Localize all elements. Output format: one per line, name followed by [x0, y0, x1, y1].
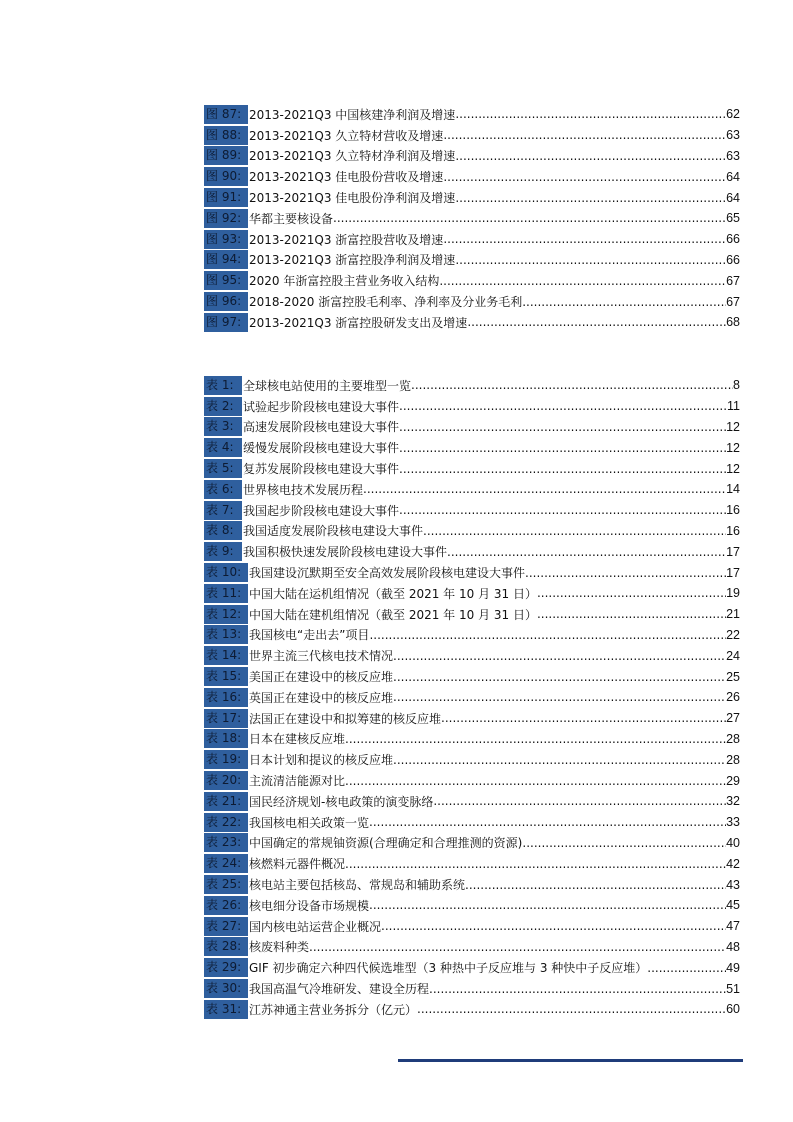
- entry-label: 表 29:: [204, 958, 248, 977]
- entry-title: 法国正在建设中和拟筹建的核反应堆: [249, 711, 442, 726]
- toc-entry[interactable]: [204, 583, 740, 604]
- toc-entry[interactable]: [204, 645, 740, 666]
- entry-title: 核废料种类: [249, 940, 310, 955]
- footer-divider: [398, 1059, 743, 1062]
- dot-leader: [393, 753, 726, 767]
- toc-entry[interactable]: [204, 708, 740, 729]
- entry-label: 表 10:: [204, 563, 248, 582]
- entry-title: 我国建设沉默期至安全高效发展阶段核电建设大事件: [249, 566, 526, 581]
- entry-label: 表 30:: [204, 979, 248, 998]
- dot-leader: [369, 815, 726, 829]
- toc-entry[interactable]: [204, 417, 740, 438]
- entry-title: 2020 年浙富控股主营业务收入结构: [249, 274, 440, 289]
- entry-label: 表 7:: [204, 501, 242, 520]
- toc-entry[interactable]: [204, 104, 740, 125]
- dot-leader: [537, 586, 726, 600]
- entry-page-number: 24: [726, 648, 740, 663]
- dot-leader: [399, 420, 726, 434]
- entry-page-number: 17: [726, 544, 740, 559]
- entry-page-number: 32: [726, 794, 740, 809]
- dot-leader: [333, 211, 726, 225]
- toc-entry[interactable]: [204, 957, 740, 978]
- entry-page-number: 45: [726, 898, 740, 913]
- dot-leader: [309, 940, 726, 954]
- entry-page-number: 64: [726, 190, 740, 205]
- entry-label: 表 8:: [204, 521, 242, 540]
- entry-title: 核电细分设备市场规模: [249, 898, 370, 913]
- entry-page-number: 12: [726, 440, 740, 455]
- toc-entry[interactable]: [204, 874, 740, 895]
- dot-leader: [393, 649, 726, 663]
- dot-leader: [455, 253, 726, 267]
- dot-leader: [393, 690, 726, 704]
- toc-entry[interactable]: [204, 729, 740, 750]
- dot-leader: [465, 878, 726, 892]
- entry-title: 2013-2021Q3 浙富控股营收及增速: [249, 232, 444, 247]
- entry-page-number: 28: [726, 731, 740, 746]
- entry-title: 2013-2021Q3 浙富控股净利润及增速: [249, 253, 456, 268]
- entry-title: 2013-2021Q3 久立特材营收及增速: [249, 128, 444, 143]
- entry-title: 中国大陆在运机组情况（截至 2021 年 10 月 31 日）: [249, 586, 537, 601]
- entry-title: 日本在建核反应堆: [249, 732, 346, 747]
- entry-page-number: 63: [726, 128, 740, 143]
- dot-leader: [455, 191, 726, 205]
- dot-leader: [522, 295, 726, 309]
- dot-leader: [423, 524, 726, 538]
- entry-title: 试验起步阶段核电建设大事件: [243, 399, 400, 414]
- entry-label: 表 25:: [204, 875, 248, 894]
- toc-entry[interactable]: [204, 916, 740, 937]
- entry-title: 我国适度发展阶段核电建设大事件: [243, 524, 424, 539]
- entry-page-number: 21: [726, 607, 740, 622]
- entry-label: 表 27:: [204, 917, 248, 936]
- toc-entry[interactable]: [204, 500, 740, 521]
- dot-leader: [443, 128, 726, 142]
- entry-label: 表 18:: [204, 729, 248, 748]
- entry-label: 表 17:: [204, 709, 248, 728]
- toc-entry[interactable]: [204, 250, 740, 271]
- entry-title: 世界核电技术发展历程: [243, 482, 364, 497]
- dot-leader: [399, 441, 726, 455]
- entry-label: 表 23:: [204, 833, 248, 852]
- toc-entry[interactable]: [204, 375, 740, 396]
- toc-entry[interactable]: [204, 187, 740, 208]
- entry-label: 表 9:: [204, 542, 242, 561]
- dot-leader: [345, 857, 726, 871]
- toc-entry[interactable]: [204, 895, 740, 916]
- entry-label: 表 2:: [204, 397, 242, 416]
- figure-index-list: [204, 104, 740, 333]
- dot-leader: [429, 982, 726, 996]
- entry-title: 核燃料元器件概况: [249, 857, 346, 872]
- entry-label: 图 92:: [204, 209, 248, 228]
- entry-label: 表 22:: [204, 813, 248, 832]
- toc-entry[interactable]: [204, 687, 740, 708]
- entry-page-number: 42: [726, 856, 740, 871]
- entry-label: 表 14:: [204, 646, 248, 665]
- dot-leader: [525, 566, 726, 580]
- dot-leader: [411, 378, 733, 392]
- toc-entry[interactable]: [204, 625, 740, 646]
- entry-label: 图 95:: [204, 271, 248, 290]
- entry-page-number: 47: [726, 919, 740, 934]
- entry-label: 表 11:: [204, 584, 248, 603]
- entry-label: 表 13:: [204, 625, 248, 644]
- entry-label: 表 26:: [204, 896, 248, 915]
- entry-label: 图 90:: [204, 167, 248, 186]
- dot-leader: [455, 107, 726, 121]
- toc-entry[interactable]: [204, 166, 740, 187]
- entry-title: 我国积极快速发展阶段核电建设大事件: [243, 545, 448, 560]
- toc-entry[interactable]: [204, 937, 740, 958]
- entry-label: 表 1:: [204, 376, 242, 395]
- entry-page-number: 48: [726, 939, 740, 954]
- entry-label: 图 96:: [204, 292, 248, 311]
- toc-entry[interactable]: [204, 291, 740, 312]
- dot-leader: [417, 1002, 726, 1016]
- toc-entry[interactable]: [204, 479, 740, 500]
- entry-title: 核电站主要包括核岛、常规岛和辅助系统: [249, 878, 466, 893]
- dot-leader: [433, 794, 726, 808]
- entry-page-number: 49: [726, 960, 740, 975]
- toc-entry[interactable]: [204, 791, 740, 812]
- entry-label: 表 21:: [204, 792, 248, 811]
- entry-label: 表 15:: [204, 667, 248, 686]
- entry-page-number: 33: [726, 815, 740, 830]
- dot-leader: [363, 482, 726, 496]
- entry-page-number: 68: [726, 315, 740, 330]
- entry-page-number: 51: [726, 981, 740, 996]
- toc-entry[interactable]: [204, 312, 740, 333]
- dot-leader: [439, 274, 726, 288]
- toc-entry[interactable]: [204, 229, 740, 250]
- entry-title: 中国确定的常规铀资源(合理确定和合理推测的资源): [249, 836, 523, 851]
- toc-entry[interactable]: [204, 270, 740, 291]
- entry-page-number: 67: [726, 294, 740, 309]
- entry-label: 表 5:: [204, 459, 242, 478]
- toc-entry[interactable]: [204, 521, 740, 542]
- entry-title: 我国高温气冷堆研发、建设全历程: [249, 982, 430, 996]
- entry-label: 表 19:: [204, 750, 248, 769]
- entry-title: GIF 初步确定六种四代候选堆型（3 种热中子反应堆与 3 种快中子反应堆）: [249, 961, 648, 976]
- entry-page-number: 63: [726, 148, 740, 163]
- entry-page-number: 65: [726, 211, 740, 226]
- entry-title: 国民经济规划-核电政策的演变脉络: [249, 794, 434, 809]
- entry-title: 全球核电站使用的主要堆型一览: [243, 378, 412, 393]
- entry-title: 江苏神通主营业务拆分（亿元）: [249, 1002, 418, 1017]
- toc-entry[interactable]: [204, 833, 740, 854]
- entry-page-number: 12: [726, 461, 740, 476]
- entry-page-number: 43: [726, 877, 740, 892]
- toc-entry[interactable]: [204, 437, 740, 458]
- entry-label: 表 28:: [204, 937, 248, 956]
- dot-leader: [369, 628, 726, 642]
- entry-title: 2013-2021Q3 佳电股份营收及增速: [249, 170, 444, 185]
- entry-page-number: 64: [726, 169, 740, 184]
- entry-page-number: 27: [726, 711, 740, 726]
- dot-leader: [381, 919, 726, 933]
- entry-title: 2013-2021Q3 浙富控股研发支出及增速: [249, 315, 468, 330]
- entry-label: 表 16:: [204, 688, 248, 707]
- toc-entry[interactable]: [204, 666, 740, 687]
- dot-leader: [399, 503, 726, 517]
- dot-leader: [467, 315, 726, 329]
- entry-page-number: 12: [726, 419, 740, 434]
- dot-leader: [399, 399, 727, 413]
- entry-page-number: 66: [726, 252, 740, 267]
- entry-label: 图 94:: [204, 250, 248, 269]
- toc-entry[interactable]: [204, 146, 740, 167]
- dot-leader: [522, 836, 726, 850]
- toc-entry[interactable]: [204, 770, 740, 791]
- entry-title: 中国大陆在建机组情况（截至 2021 年 10 月 31 日）: [249, 607, 537, 622]
- dot-leader: [393, 670, 726, 684]
- entry-label: 图 97:: [204, 313, 248, 332]
- entry-title: 日本计划和提议的核反应堆: [249, 753, 394, 768]
- entry-title: 我国起步阶段核电建设大事件: [243, 503, 400, 518]
- entry-label: 表 4:: [204, 438, 242, 457]
- entry-label: 图 87:: [204, 105, 248, 124]
- entry-title: 我国核电相关政策一览: [249, 815, 370, 830]
- entry-title: 2013-2021Q3 久立特材净利润及增速: [249, 149, 456, 164]
- toc-entry[interactable]: [204, 208, 740, 229]
- entry-page-number: 28: [726, 752, 740, 767]
- toc-entry[interactable]: [204, 978, 740, 999]
- toc-entry[interactable]: [204, 812, 740, 833]
- entry-title: 世界主流三代核电技术情况: [249, 649, 394, 664]
- toc-entry[interactable]: [204, 396, 740, 417]
- entry-title: 我国核电“走出去”项目: [249, 628, 370, 643]
- toc-entry[interactable]: [204, 604, 740, 625]
- entry-page-number: 60: [726, 1002, 740, 1017]
- dot-leader: [345, 774, 726, 788]
- entry-page-number: 11: [727, 399, 740, 414]
- toc-entry[interactable]: [204, 749, 740, 770]
- toc-entry[interactable]: [204, 458, 740, 479]
- toc-entry[interactable]: [204, 853, 740, 874]
- entry-title: 高速发展阶段核电建设大事件: [243, 420, 400, 435]
- entry-page-number: 40: [726, 835, 740, 850]
- entry-label: 图 89:: [204, 146, 248, 165]
- dot-leader: [443, 170, 726, 184]
- entry-page-number: 62: [726, 107, 740, 122]
- dot-leader: [345, 732, 726, 746]
- entry-page-number: 8: [733, 378, 740, 393]
- dot-leader: [369, 898, 726, 912]
- toc-entry[interactable]: [204, 999, 740, 1020]
- entry-page-number: 66: [726, 232, 740, 247]
- entry-page-number: 26: [726, 690, 740, 705]
- entry-page-number: 19: [726, 586, 740, 601]
- entry-title: 2013-2021Q3 中国核建净利润及增速: [249, 107, 456, 122]
- entry-title: 2018-2020 浙富控股毛利率、净利率及分业务毛利: [249, 295, 523, 310]
- table-index-list: [204, 375, 740, 1020]
- entry-label: 图 88:: [204, 126, 248, 145]
- entry-page-number: 16: [726, 503, 740, 518]
- entry-label: 图 93:: [204, 230, 248, 249]
- entry-page-number: 17: [726, 565, 740, 580]
- entry-title: 国内核电站运营企业概况: [249, 919, 382, 934]
- entry-page-number: 25: [726, 669, 740, 684]
- entry-label: 表 24:: [204, 854, 248, 873]
- entry-label: 表 20:: [204, 771, 248, 790]
- dot-leader: [441, 711, 726, 725]
- entry-title: 复苏发展阶段核电建设大事件: [243, 462, 400, 477]
- entry-title: 英国正在建设中的核反应堆: [249, 690, 394, 705]
- dot-leader: [647, 961, 726, 975]
- toc-entry[interactable]: [204, 125, 740, 146]
- entry-label: 图 91:: [204, 188, 248, 207]
- entry-label: 表 6:: [204, 480, 242, 499]
- entry-title: 美国正在建设中的核反应堆: [249, 670, 394, 685]
- entry-page-number: 29: [726, 773, 740, 788]
- entry-label: 表 3:: [204, 417, 242, 436]
- entry-page-number: 14: [726, 482, 740, 497]
- dot-leader: [447, 545, 726, 559]
- entry-title: 主流清洁能源对比: [249, 774, 346, 789]
- dot-leader: [443, 232, 726, 246]
- dot-leader: [399, 462, 726, 476]
- entry-page-number: 67: [726, 273, 740, 288]
- dot-leader: [537, 607, 726, 621]
- toc-entry[interactable]: [204, 562, 740, 583]
- entry-title: 2013-2021Q3 佳电股份净利润及增速: [249, 191, 456, 206]
- entry-title: 华都主要核设备: [249, 211, 334, 226]
- toc-entry[interactable]: [204, 541, 740, 562]
- entry-page-number: 16: [726, 523, 740, 538]
- entry-label: 表 12:: [204, 605, 248, 624]
- entry-label: 表 31:: [204, 1000, 248, 1019]
- entry-page-number: 22: [726, 627, 740, 642]
- entry-title: 缓慢发展阶段核电建设大事件: [243, 441, 400, 456]
- dot-leader: [455, 149, 726, 163]
